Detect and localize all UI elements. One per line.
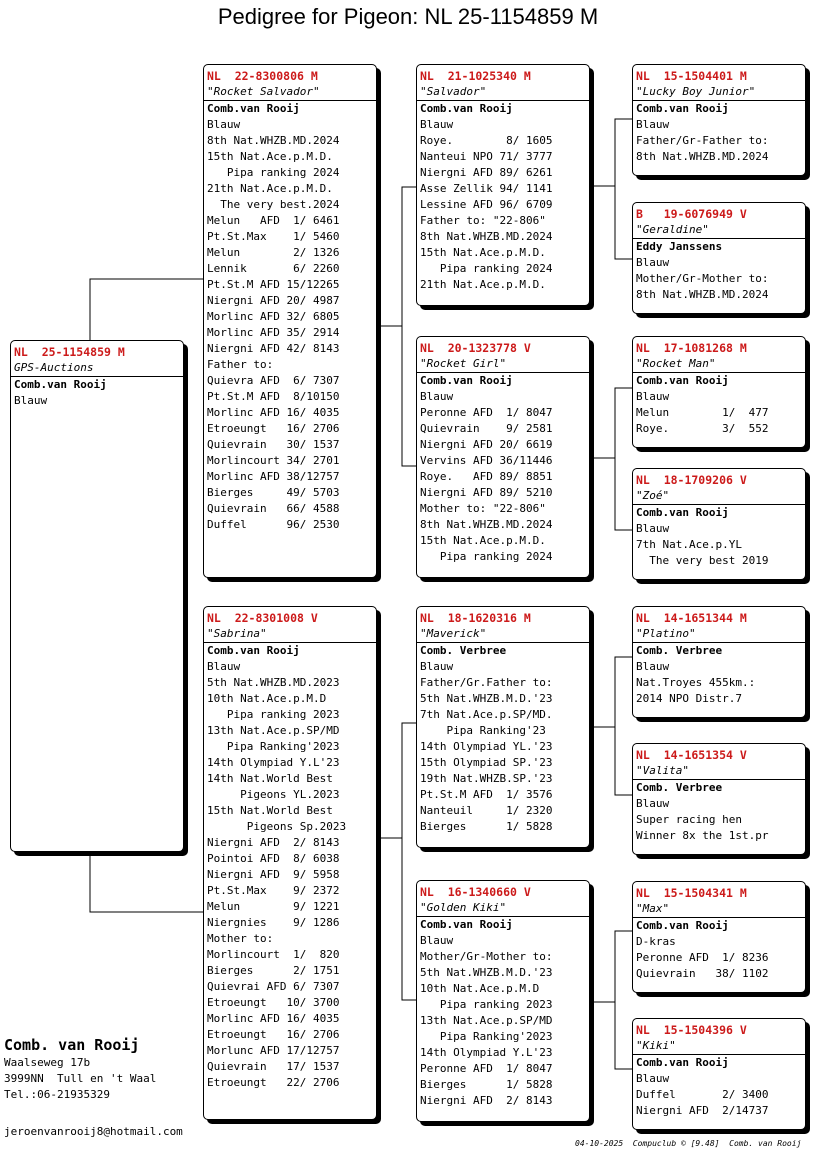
pigeon-name: "Salvador"	[417, 84, 589, 101]
pigeon-card-sire-dam-sire	[632, 336, 806, 448]
pedigree-line: Morlincourt 34/ 2701	[207, 454, 340, 467]
breeder-address-line: 3999NN Tull en 't Waal	[4, 1072, 157, 1085]
pedigree-line: Mother to: "22-806"	[420, 502, 546, 515]
pedigree-line: Quievrain 9/ 2581	[420, 422, 553, 435]
pigeon-name: "Golden Kiki"	[417, 900, 589, 917]
ring-number: NL 16-1340660 V	[420, 885, 531, 899]
pedigree-line: Blauw	[636, 256, 670, 269]
pedigree-line: Etroeungt 10/ 3700	[207, 996, 340, 1009]
pigeon-name: "Valita"	[633, 763, 805, 780]
ring-number: NL 21-1025340 M	[420, 69, 531, 83]
pigeon-name: "Platino"	[633, 626, 805, 643]
pedigree-line: Lessine AFD 96/ 6709	[420, 198, 553, 211]
ring-number: NL 15-1504396 V	[636, 1023, 747, 1037]
pigeon-name: "Rocket Man"	[633, 356, 805, 373]
pedigree-line: Peronne AFD 1/ 8047	[420, 406, 553, 419]
pedigree-line: Blauw	[636, 118, 670, 131]
pigeon-name: "Geraldine"	[633, 222, 805, 239]
pigeon-card-dam-dam-sire	[632, 881, 806, 993]
pedigree-line: Morlinc AFD 16/ 4035	[207, 1012, 340, 1025]
owner-name: Comb.van Rooij	[636, 506, 729, 519]
pedigree-line: Pigeons Sp.2023	[207, 820, 347, 833]
pedigree-line: 15th Olympiad SP.'23	[420, 756, 553, 769]
pedigree-line: Peronne AFD 1/ 8236	[636, 951, 769, 964]
pedigree-line: Quievrain 17/ 1537	[207, 1060, 340, 1073]
pedigree-line: Blauw	[207, 660, 241, 673]
pedigree-line: Super racing hen	[636, 813, 742, 826]
owner-name: Comb. Verbree	[636, 781, 723, 794]
pedigree-line: Pipa Ranking'2023	[420, 1030, 553, 1043]
ring-number: NL 20-1323778 V	[420, 341, 531, 355]
pedigree-line: Blauw	[636, 390, 670, 403]
pedigree-line: D-kras	[636, 935, 676, 948]
pedigree-line: Niergnies 9/ 1286	[207, 916, 340, 929]
ring-number: B 19-6076949 V	[636, 207, 747, 221]
pigeon-card-dam-sire-sire	[632, 606, 806, 718]
pedigree-line: Nanteui NPO 71/ 3777	[420, 150, 553, 163]
owner-name: Comb.van Rooij	[420, 918, 513, 931]
pedigree-line: 2014 NPO Distr.7	[636, 692, 742, 705]
breeder-phone: Tel.:06-21935329	[4, 1088, 110, 1101]
ring-number: NL 18-1709206 V	[636, 473, 747, 487]
pedigree-line: 13th Nat.Ace.p.SP/MD	[207, 724, 340, 737]
pedigree-line: Vervins AFD 36/11446	[420, 454, 553, 467]
pedigree-line: Quievrain 30/ 1537	[207, 438, 340, 451]
pedigree-line: Blauw	[636, 660, 670, 673]
pedigree-line: Blauw	[14, 394, 48, 407]
pedigree-line: Blauw	[420, 390, 454, 403]
pedigree-line: Niergni AFD 9/ 5958	[207, 868, 340, 881]
pedigree-line: 7th Nat.Ace.p.YL	[636, 538, 742, 551]
pedigree-line: Melun 2/ 1326	[207, 246, 340, 259]
pedigree-line: Pipa ranking 2024	[420, 550, 553, 563]
ring-number: NL 14-1651354 V	[636, 748, 747, 762]
pedigree-line: Melun AFD 1/ 6461	[207, 214, 340, 227]
pedigree-line: Pipa ranking 2024	[207, 166, 340, 179]
pedigree-line: Pt.St.M AFD 8/10150	[207, 390, 340, 403]
owner-name: Comb. Verbree	[636, 644, 723, 657]
pedigree-line: 10th Nat.Ace.p.M.D	[420, 982, 540, 995]
pigeon-name: GPS-Auctions	[11, 360, 183, 377]
owner-name: Comb.van Rooij	[207, 102, 300, 115]
pedigree-line: 5th Nat.WHZB.M.D.'23	[420, 692, 553, 705]
pedigree-line: 8th Nat.WHZB.MD.2024	[636, 288, 769, 301]
pigeon-name: "Lucky Boy Junior"	[633, 84, 805, 101]
pedigree-line: Blauw	[636, 797, 670, 810]
ring-number: NL 18-1620316 M	[420, 611, 531, 625]
pigeon-card-subject	[10, 340, 184, 852]
pedigree-line: Father/Gr.Father to:	[420, 676, 553, 689]
pedigree-line: 15th Nat.Ace.p.M.D.	[420, 246, 546, 259]
pedigree-line: 7th Nat.Ace.p.SP/MD.	[420, 708, 553, 721]
pigeon-card-sire-sire-dam	[632, 202, 806, 314]
breeder-email: jeroenvanrooij8@hotmail.com	[4, 1125, 183, 1138]
pigeon-name: "Kiki"	[633, 1038, 805, 1055]
pedigree-line: 21th Nat.Ace.p.M.D.	[207, 182, 333, 195]
pedigree-line: Niergni AFD 89/ 6261	[420, 166, 553, 179]
pedigree-line: Peronne AFD 1/ 8047	[420, 1062, 553, 1075]
pedigree-line: Quievra AFD 6/ 7307	[207, 374, 340, 387]
pedigree-line: Morlinc AFD 38/12757	[207, 470, 340, 483]
page-title: Pedigree for Pigeon: NL 25-1154859 M	[217, 4, 599, 29]
pedigree-line: Roye. 3/ 552	[636, 422, 769, 435]
pedigree-line: Father/Gr-Father to:	[636, 134, 769, 147]
pedigree-line: Pt.St.Max 1/ 5460	[207, 230, 340, 243]
pedigree-line: Niergni AFD 2/14737	[636, 1104, 769, 1117]
pedigree-line: Melun 1/ 477	[636, 406, 769, 419]
pedigree-line: The very best.2024	[207, 198, 340, 211]
pedigree-line: Roye. 8/ 1605	[420, 134, 553, 147]
pedigree-line: Nat.Troyes 455km.:	[636, 676, 756, 689]
pedigree-line: 14th Olympiad YL.'23	[420, 740, 553, 753]
pigeon-name: "Maverick"	[417, 626, 589, 643]
pedigree-line: Duffel 2/ 3400	[636, 1088, 769, 1101]
pedigree-line: Pt.St.M AFD 1/ 3576	[420, 788, 553, 801]
footer-credits: 04-10-2025 Compuclub © [9.48] Comb. van Rooij	[575, 1139, 802, 1148]
pedigree-line: Niergni AFD 42/ 8143	[207, 342, 340, 355]
owner-name: Comb.van Rooij	[636, 374, 729, 387]
pedigree-line: Pt.St.Max 9/ 2372	[207, 884, 340, 897]
pigeon-card-dam-sire-dam	[632, 743, 806, 855]
pigeon-name: "Sabrina"	[204, 626, 376, 643]
ring-number: NL 15-1504341 M	[636, 886, 747, 900]
pedigree-line: 5th Nat.WHZB.M.D.'23	[420, 966, 553, 979]
breeder-name: Comb. van Rooij	[4, 1036, 140, 1054]
pedigree-line: 5th Nat.WHZB.MD.2023	[207, 676, 340, 689]
pigeon-card-sire	[203, 64, 377, 578]
pedigree-line: Bierges 1/ 5828	[420, 1078, 553, 1091]
pedigree-line: Bierges 2/ 1751	[207, 964, 340, 977]
pedigree-line: 15th Nat.World Best	[207, 804, 333, 817]
pedigree-line: 8th Nat.WHZB.MD.2024	[420, 230, 553, 243]
owner-name: Comb.van Rooij	[420, 374, 513, 387]
pedigree-line: Morlincourt 1/ 820	[207, 948, 340, 961]
pedigree-line: Etroeungt 22/ 2706	[207, 1076, 340, 1089]
pedigree-line: Blauw	[420, 934, 454, 947]
pedigree-line: 8th Nat.WHZB.MD.2024	[636, 150, 769, 163]
pedigree-line: Blauw	[420, 118, 454, 131]
pedigree-line: Niergni AFD 20/ 4987	[207, 294, 340, 307]
pedigree-line: Niergni AFD 2/ 8143	[207, 836, 340, 849]
breeder-info	[4, 1035, 156, 1103]
pedigree-line: Blauw	[420, 660, 454, 673]
pigeon-card-sire-dam	[416, 336, 590, 578]
pigeon-card-dam-dam	[416, 880, 590, 1122]
pigeon-name: "Zoé"	[633, 488, 805, 505]
ring-number: NL 15-1504401 M	[636, 69, 747, 83]
pedigree-line: The very best 2019	[636, 554, 769, 567]
owner-name: Comb. Verbree	[420, 644, 507, 657]
pedigree-line: Quievrain 38/ 1102	[636, 967, 769, 980]
pedigree-line: 14th Nat.World Best	[207, 772, 333, 785]
pedigree-line: Morlunc AFD 17/12757	[207, 1044, 340, 1057]
pigeon-card-dam-sire	[416, 606, 590, 848]
pedigree-line: Quievrain 66/ 4588	[207, 502, 340, 515]
pedigree-line: Father to: "22-806"	[420, 214, 546, 227]
pedigree-line: Mother/Gr-Mother to:	[420, 950, 553, 963]
pedigree-line: Blauw	[636, 1072, 670, 1085]
pedigree-line: Morlinc AFD 35/ 2914	[207, 326, 340, 339]
pedigree-line: Quievrai AFD 6/ 7307	[207, 980, 340, 993]
ring-number: NL 25-1154859 M	[14, 345, 125, 359]
ring-number: NL 17-1081268 M	[636, 341, 747, 355]
pedigree-line: Pipa Ranking'2023	[207, 740, 340, 753]
pigeon-card-dam	[203, 606, 377, 1120]
pedigree-line: Pipa Ranking'23	[420, 724, 546, 737]
pedigree-line: Blauw	[207, 118, 241, 131]
pedigree-line: Etroeungt 16/ 2706	[207, 422, 340, 435]
pedigree-line: 14th Olympiad Y.L'23	[420, 1046, 553, 1059]
ring-number: NL 22-8301008 V	[207, 611, 318, 625]
pedigree-line: Duffel 96/ 2530	[207, 518, 340, 531]
ring-number: NL 22-8300806 M	[207, 69, 318, 83]
pedigree-line: Winner 8x the 1st.pr	[636, 829, 769, 842]
owner-name: Eddy Janssens	[636, 240, 723, 253]
pedigree-line: Mother/Gr-Mother to:	[636, 272, 769, 285]
pedigree-line: Father to:	[207, 358, 274, 371]
pedigree-line: 13th Nat.Ace.p.SP/MD	[420, 1014, 553, 1027]
pedigree-line: Niergni AFD 20/ 6619	[420, 438, 553, 451]
pedigree-line: Pigeons YL.2023	[207, 788, 340, 801]
pigeon-name: "Max"	[633, 901, 805, 918]
pedigree-line: Melun 9/ 1221	[207, 900, 340, 913]
pedigree-line: 8th Nat.WHZB.MD.2024	[207, 134, 340, 147]
breeder-address-line: Waalseweg 17b	[4, 1056, 91, 1069]
pedigree-line: Niergni AFD 2/ 8143	[420, 1094, 553, 1107]
pedigree-line: 15th Nat.Ace.p.M.D.	[420, 534, 546, 547]
pedigree-line: 19th Nat.WHZB.SP.'23	[420, 772, 553, 785]
pedigree-line: Lennik 6/ 2260	[207, 262, 340, 275]
pedigree-line: Niergni AFD 89/ 5210	[420, 486, 553, 499]
pigeon-name: "Rocket Salvador"	[204, 84, 376, 101]
pedigree-line: Bierges 1/ 5828	[420, 820, 553, 833]
pigeon-card-dam-dam-dam	[632, 1018, 806, 1130]
owner-name: Comb.van Rooij	[14, 378, 107, 391]
owner-name: Comb.van Rooij	[420, 102, 513, 115]
pedigree-line: Asse Zellik 94/ 1141	[420, 182, 553, 195]
pedigree-line: 10th Nat.Ace.p.M.D	[207, 692, 327, 705]
pedigree-line: Pipa ranking 2023	[207, 708, 340, 721]
pedigree-line: 15th Nat.Ace.p.M.D.	[207, 150, 333, 163]
owner-name: Comb.van Rooij	[636, 919, 729, 932]
pedigree-line: Pointoi AFD 8/ 6038	[207, 852, 340, 865]
ring-number: NL 14-1651344 M	[636, 611, 747, 625]
owner-name: Comb.van Rooij	[636, 1056, 729, 1069]
pedigree-line: Morlinc AFD 16/ 4035	[207, 406, 340, 419]
pigeon-name: "Rocket Girl"	[417, 356, 589, 373]
pigeon-card-sire-dam-dam	[632, 468, 806, 580]
owner-name: Comb.van Rooij	[207, 644, 300, 657]
pedigree-line: Bierges 49/ 5703	[207, 486, 340, 499]
pedigree-line: Pipa ranking 2023	[420, 998, 553, 1011]
pedigree-line: Mother to:	[207, 932, 274, 945]
pedigree-line: Pipa ranking 2024	[420, 262, 553, 275]
pigeon-card-sire-sire-sire	[632, 64, 806, 176]
pedigree-line: 21th Nat.Ace.p.M.D.	[420, 278, 546, 291]
pedigree-line: Roye. AFD 89/ 8851	[420, 470, 553, 483]
owner-name: Comb.van Rooij	[636, 102, 729, 115]
pigeon-card-sire-sire	[416, 64, 590, 306]
pedigree-line: Morlinc AFD 32/ 6805	[207, 310, 340, 323]
pedigree-line: Blauw	[636, 522, 670, 535]
pedigree-line: 8th Nat.WHZB.MD.2024	[420, 518, 553, 531]
pedigree-line: 14th Olympiad Y.L'23	[207, 756, 340, 769]
pedigree-line: Nanteuil 1/ 2320	[420, 804, 553, 817]
pedigree-line: Etroeungt 16/ 2706	[207, 1028, 340, 1041]
pedigree-line: Pt.St.M AFD 15/12265	[207, 278, 340, 291]
